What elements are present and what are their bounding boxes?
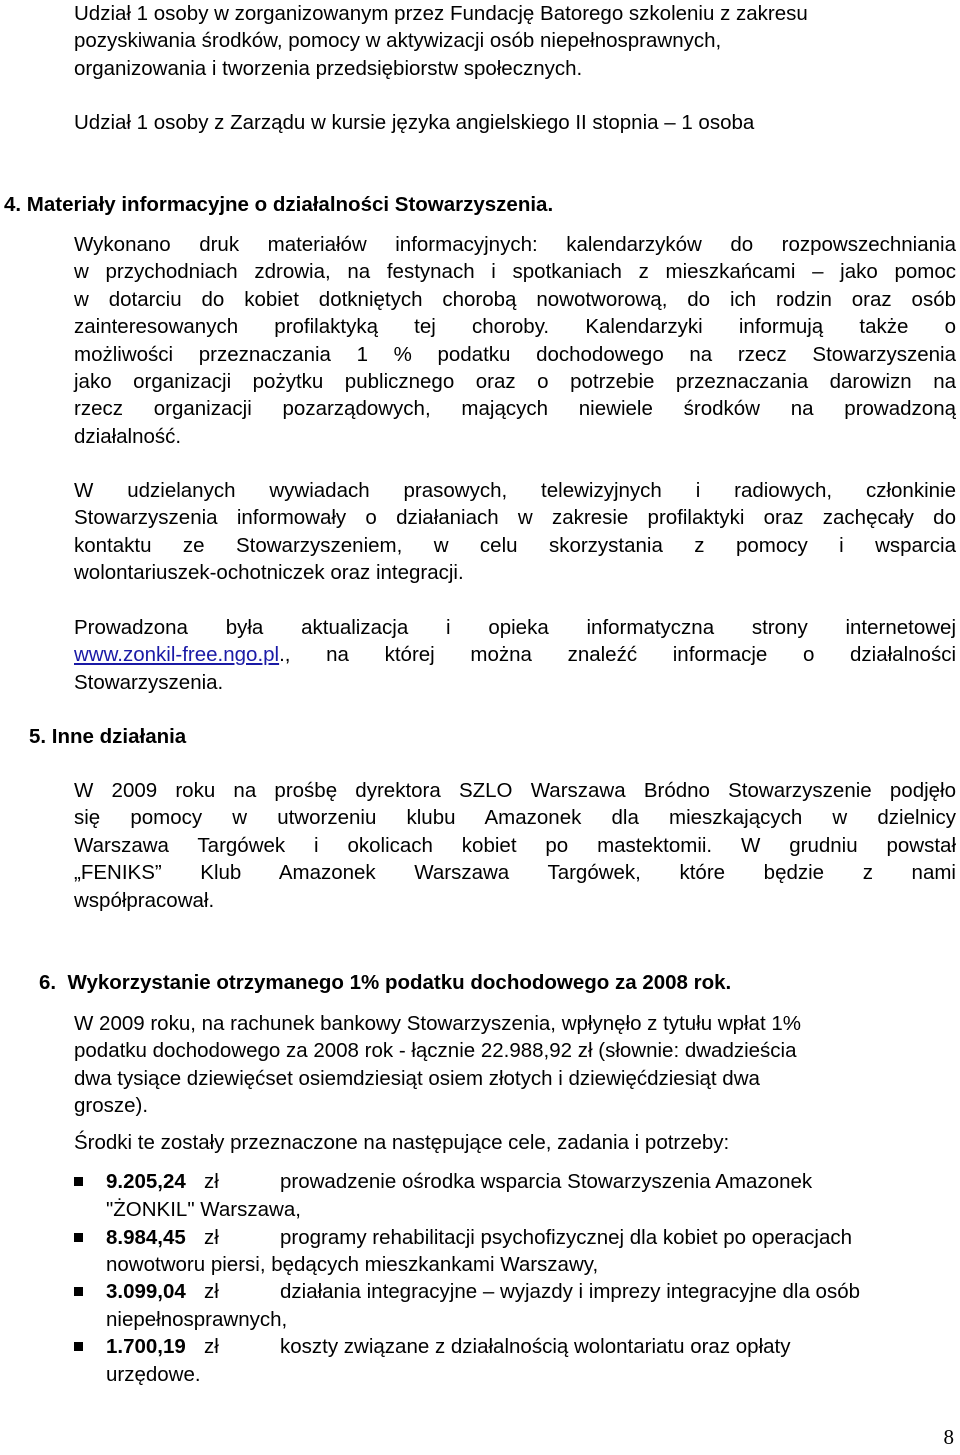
- item-currency: zł: [204, 1170, 219, 1193]
- paragraph-line: Prowadzona była aktualizacja i opieka informatyczna strony internetowej: [74, 616, 956, 639]
- paragraph-line: Wykonano druk materiałów informacyjnych: kalendarzyków do rozpowszechniania: [74, 233, 956, 256]
- section-4-heading: 4. Materiały informacyjne o działalności Stowarzyszenia.: [4, 193, 554, 216]
- paragraph-line: „FENIKS” Klub Amazonek Warszawa Targówek, które będzie z nami: [74, 861, 956, 885]
- page-number: 8: [943, 1425, 954, 1449]
- paragraph-line: zainteresowanych profilaktyką tej choroby. Kalendarzyki informują także o: [74, 315, 956, 339]
- section-6-heading: 6. Wykorzystanie otrzymanego 1% podatku dochodowego za 2008 rok.: [39, 971, 732, 994]
- paragraph-line: się pomocy w utworzeniu klubu Amazonek dla mieszkających w dzielnicy: [74, 806, 956, 830]
- section-4-paragraph-3: [74, 614, 956, 696]
- item-amount: 1.700,19: [106, 1335, 186, 1358]
- item-description-continued: niepełnosprawnych,: [106, 1308, 288, 1331]
- item-description-continued: "ŻONKIL" Warszawa,: [106, 1198, 301, 1221]
- paragraph-line: W 2009 roku na prośbę dyrektora SZLO Warszawa Bródno Stowarzyszenie podjęło: [74, 779, 956, 802]
- paragraph-line: współpracował.: [74, 888, 215, 912]
- paragraph-line: grosze).: [74, 1094, 149, 1118]
- item-description-continued: urzędowe.: [106, 1363, 201, 1386]
- intro-line-course: Udział 1 osoby z Zarządu w kursie języka angielskiego II stopnia – 1 osoba: [74, 111, 755, 134]
- square-bullet-icon: [74, 1177, 83, 1186]
- square-bullet-icon: [74, 1342, 83, 1351]
- paragraph-line: w dotarciu do kobiet dotkniętych chorobą nowotworową, do ich rodzin oraz osób: [74, 287, 956, 311]
- intro-line: Udział 1 osoby w zorganizowanym przez Fundację Batorego szkoleniu z zakresu: [74, 2, 808, 25]
- intro-line: organizowania i tworzenia przedsiębiorstw społecznych.: [74, 56, 583, 80]
- item-description-continued: nowotworu piersi, będących mieszkankami Warszawy,: [106, 1253, 599, 1276]
- paragraph-line-with-link: [74, 641, 956, 668]
- item-currency: zł: [204, 1226, 219, 1249]
- paragraph-line: kontaktu ze Stowarzyszeniem, w celu skorzystania z pomocy i wsparcia: [74, 533, 956, 557]
- item-description: programy rehabilitacji psychofizycznej dla kobiet po operacjach: [280, 1226, 853, 1249]
- paragraph-line: Stowarzyszenia.: [74, 670, 224, 694]
- square-bullet-icon: [74, 1287, 83, 1296]
- section-4-paragraph-1: [74, 231, 956, 450]
- intro-line: pozyskiwania środków, pomocy w aktywizacji osób niepełnosprawnych,: [74, 29, 722, 53]
- paragraph-line: Warszawa Targówek i okolicach kobiet po mastektomii. W grudniu powstał: [74, 833, 956, 857]
- item-description: koszty związane z działalnością wolontariatu oraz opłaty: [280, 1335, 791, 1358]
- item-description: prowadzenie ośrodka wsparcia Stowarzyszenia Amazonek: [280, 1170, 813, 1193]
- paragraph-line: W udzielanych wywiadach prasowych, telewizyjnych i radiowych, członkinie: [74, 479, 956, 502]
- website-link[interactable]: www.zonkil-free.ngo.pl: [74, 643, 280, 667]
- item-currency: zł: [204, 1280, 219, 1303]
- section-6-paragraph-2: Środki te zostały przeznaczone na następujące cele, zadania i potrzeby:: [74, 1131, 730, 1154]
- section-4-paragraph-2: [74, 477, 956, 587]
- item-amount: 9.205,24: [106, 1170, 186, 1193]
- paragraph-line: jako organizacji pożytku publicznego oraz o potrzebie przeznaczania darowizn na: [74, 370, 956, 394]
- paragraph-line: w przychodniach zdrowia, na festynach i spotkaniach z mieszkańcami – jako pomoc: [74, 260, 956, 284]
- square-bullet-icon: [74, 1233, 83, 1242]
- intro-paragraph: [74, 0, 954, 82]
- paragraph-line: możliwości przeznaczania 1 % podatku dochodowego na rzecz Stowarzyszenia: [74, 342, 956, 366]
- section-5-heading: 5. Inne działania: [29, 725, 187, 748]
- paragraph-line: podatku dochodowego za 2008 rok - łącznie 22.988,92 zł (słownie: dwadzieścia: [74, 1039, 797, 1063]
- link-trailing-text: ., na której można znaleźć informacje o działalności: [279, 643, 956, 667]
- item-description: działania integracyjne – wyjazdy i imprezy integracyjne dla osób: [280, 1280, 860, 1303]
- item-currency: zł: [204, 1335, 219, 1358]
- paragraph-line: rzecz organizacji pozarządowych, mających niewiele środków na prowadzoną: [74, 397, 956, 421]
- section-6-paragraph-1: [74, 1010, 934, 1120]
- item-amount: 3.099,04: [106, 1280, 186, 1303]
- section-5-paragraph: [74, 777, 956, 914]
- item-amount: 8.984,45: [106, 1226, 186, 1249]
- paragraph-line: W 2009 roku, na rachunek bankowy Stowarzyszenia, wpłynęło z tytułu wpłat 1%: [74, 1012, 801, 1035]
- paragraph-line: działalność.: [74, 424, 182, 448]
- paragraph-line: Stowarzyszenia informowały o działaniach w zakresie profilaktyki oraz zachęcały do: [74, 506, 956, 530]
- paragraph-line: wolontariuszek-ochotniczek oraz integracji.: [74, 561, 464, 585]
- paragraph-line: dwa tysiące dziewięćset osiemdziesiąt osiem złotych i dziewięćdziesiąt dwa: [74, 1066, 760, 1090]
